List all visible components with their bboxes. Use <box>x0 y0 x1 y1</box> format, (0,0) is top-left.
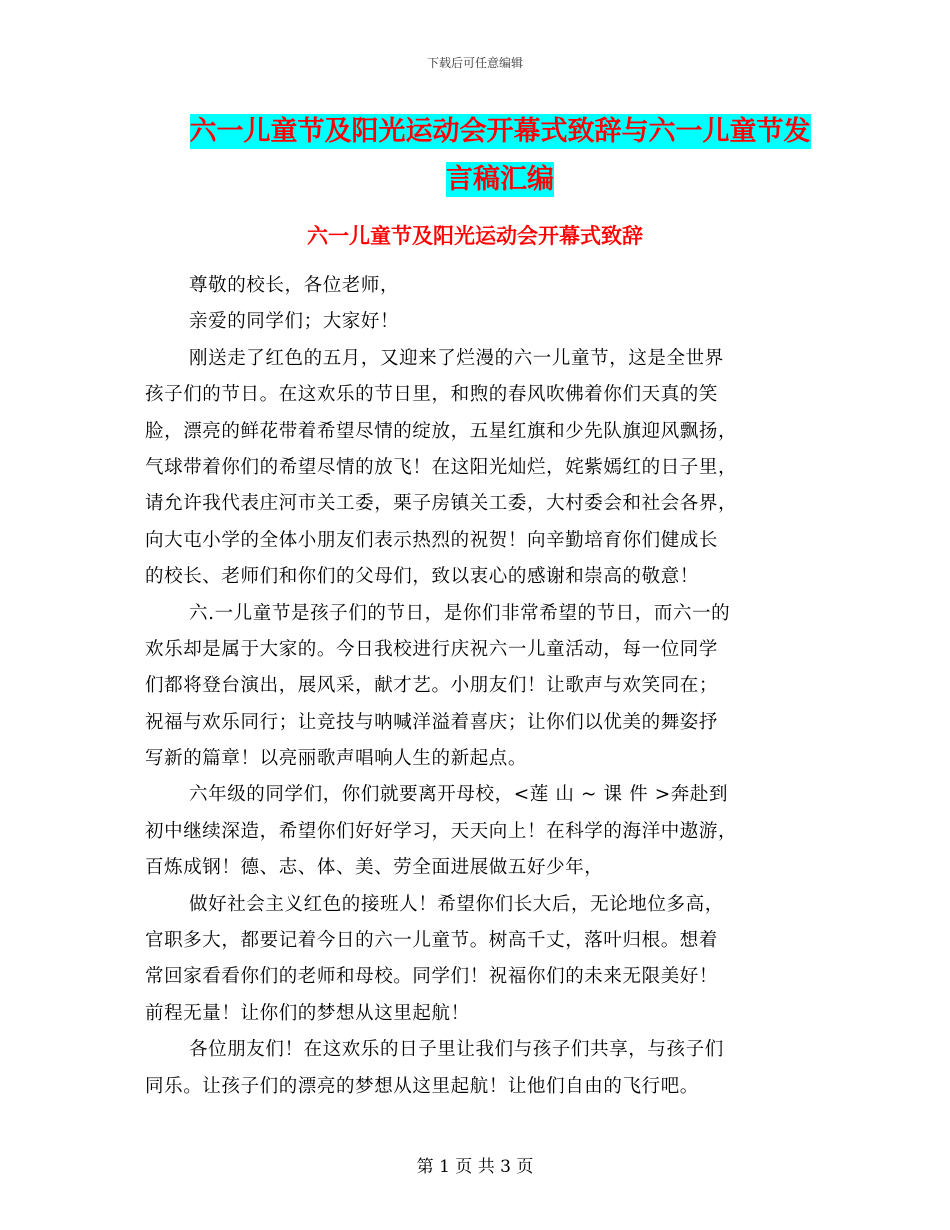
text-line: 的校长、老师们和你们的父母们，致以衷心的感谢和崇高的敬意！ <box>145 566 699 588</box>
text-line: 前程无量！让你们的梦想从这里起航！ <box>145 1002 470 1024</box>
text-line: 做好社会主义红色的接班人！希望你们长大后，无论地位多高， <box>189 893 724 915</box>
text-line: 向大屯小学的全体小朋友们表示热烈的祝贺！向辛勤培育你们健成长 <box>145 529 719 551</box>
document-title-line-2: 言稿汇编 <box>446 164 554 195</box>
text-line: 气球带着你们的希望尽情的放飞！在这阳光灿烂，姹紫嫣红的日子里， <box>145 456 738 478</box>
text-line: 孩子们的节日。在这欢乐的节日里，和煦的春风吹佛着你们天真的笑 <box>145 384 719 406</box>
text-line: 们都将登台演出，展风采，献才艺。小朋友们！让歌声与欢笑同在； <box>145 675 719 697</box>
text-line: 请允许我代表庄河市关工委，栗子房镇关工委，大村委会和社会各界， <box>145 493 738 515</box>
text-line: 各位朋友们！在这欢乐的日子里让我们与孩子们共享，与孩子们 <box>189 1039 724 1061</box>
text-line: 欢乐却是属于大家的。今日我校进行庆祝六一儿童活动，每一位同学 <box>145 638 719 660</box>
document-title <box>170 108 830 204</box>
header-note: 下载后可任意编辑 <box>426 56 523 70</box>
text-line: 脸，漂亮的鲜花带着希望尽情的绽放，五星红旗和少先队旗迎风飘扬， <box>145 420 738 442</box>
text-line: 常回家看看你们的老师和母校。同学们！祝福你们的未来无限美好！ <box>145 966 719 988</box>
text-line: 初中继续深造，希望你们好好学习，天天向上！在科学的海洋中遨游， <box>145 820 738 842</box>
text-line: 百炼成钢！德、志、体、美、劳全面进展做五好少年， <box>145 857 604 879</box>
text-line: 尊敬的校长，各位老师， <box>189 275 400 296</box>
body-text <box>145 268 810 1105</box>
section-title: 六一儿童节及阳光运动会开幕式致辞 <box>307 224 643 248</box>
text-line: 祝福与欢乐同行；让竞技与呐喊洋溢着喜庆；让你们以优美的舞姿抒 <box>145 711 719 733</box>
text-line: 写新的篇章！以亮丽歌声唱响人生的新起点。 <box>145 748 528 770</box>
document-title-line-1: 六一儿童节及阳光运动会开幕式致辞与六一儿童节发 <box>189 116 811 147</box>
text-line: 刚送走了红色的五月，又迎来了烂漫的六一儿童节，这是全世界 <box>189 347 724 369</box>
page-footer: 第 1 页 共 3 页 <box>416 1157 534 1177</box>
text-line: 官职多大，都要记着今日的六一儿童节。树高千丈，落叶归根。想着 <box>145 930 719 952</box>
text-line: 六.一儿童节是孩子们的节日，是你们非常希望的节日，而六一的 <box>189 602 731 624</box>
text-line: 同乐。让孩子们的漂亮的梦想从这里起航！让他们自由的飞行吧。 <box>145 1075 699 1097</box>
text-line: 六年级的同学们，你们就要离开母校，<莲 山 ~ 课 件 >奔赴到 <box>189 784 729 806</box>
text-line: 亲爱的同学们；大家好！ <box>189 311 400 333</box>
